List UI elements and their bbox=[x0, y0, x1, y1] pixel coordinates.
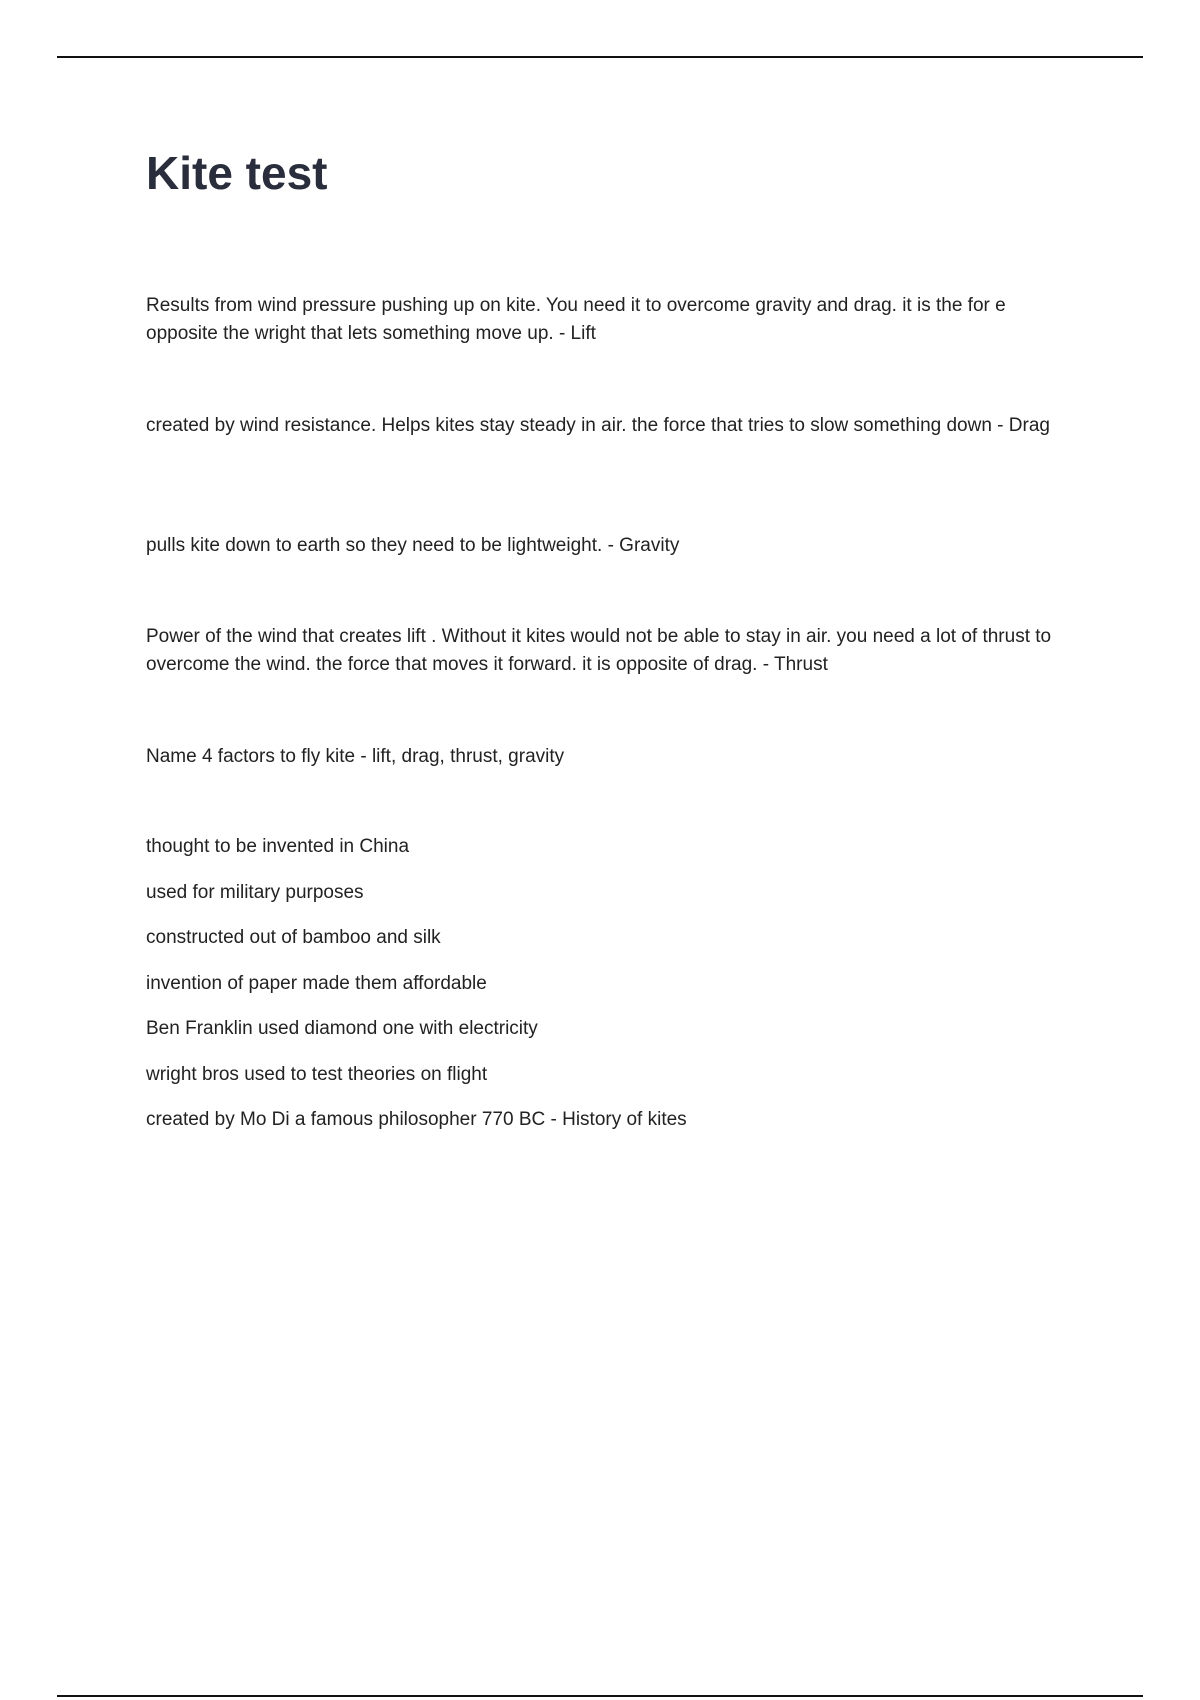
top-divider bbox=[57, 56, 1143, 58]
history-line: wright bros used to test theories on flight bbox=[146, 1063, 488, 1085]
flashcard-lift: Results from wind pressure pushing up on kite. You need it to overcome gravity and drag. it is the for e opposite the wright that lets something move up. - Lift bbox=[146, 295, 1006, 344]
page-title: Kite test bbox=[146, 147, 328, 199]
bottom-divider bbox=[57, 1695, 1143, 1697]
history-line: used for military purposes bbox=[146, 881, 364, 903]
flashcard-history-of-kites bbox=[146, 833, 1076, 1152]
flashcard-thrust: Power of the wind that creates lift . Without it kites would not be able to stay in air. you need a lot of thrust to overcome the wind. the force that moves it forward. it is opposite of drag. - Thrust bbox=[146, 626, 1052, 675]
history-line: thought to be invented in China bbox=[146, 836, 410, 857]
flashcard-factors: Name 4 factors to fly kite - lift, drag, thrust, gravity bbox=[146, 746, 565, 767]
history-line: Ben Franklin used diamond one with electricity bbox=[146, 1018, 538, 1039]
history-line: constructed out of bamboo and silk bbox=[146, 927, 441, 948]
history-line: invention of paper made them affordable bbox=[146, 972, 487, 994]
history-line: created by Mo Di a famous philosopher 770 BC - History of kites bbox=[146, 1109, 687, 1130]
flashcard-gravity: pulls kite down to earth so they need to be lightweight. - Gravity bbox=[146, 535, 680, 556]
flashcard-drag: created by wind resistance. Helps kites stay steady in air. the force that tries to slow something down - Drag bbox=[146, 415, 1050, 436]
